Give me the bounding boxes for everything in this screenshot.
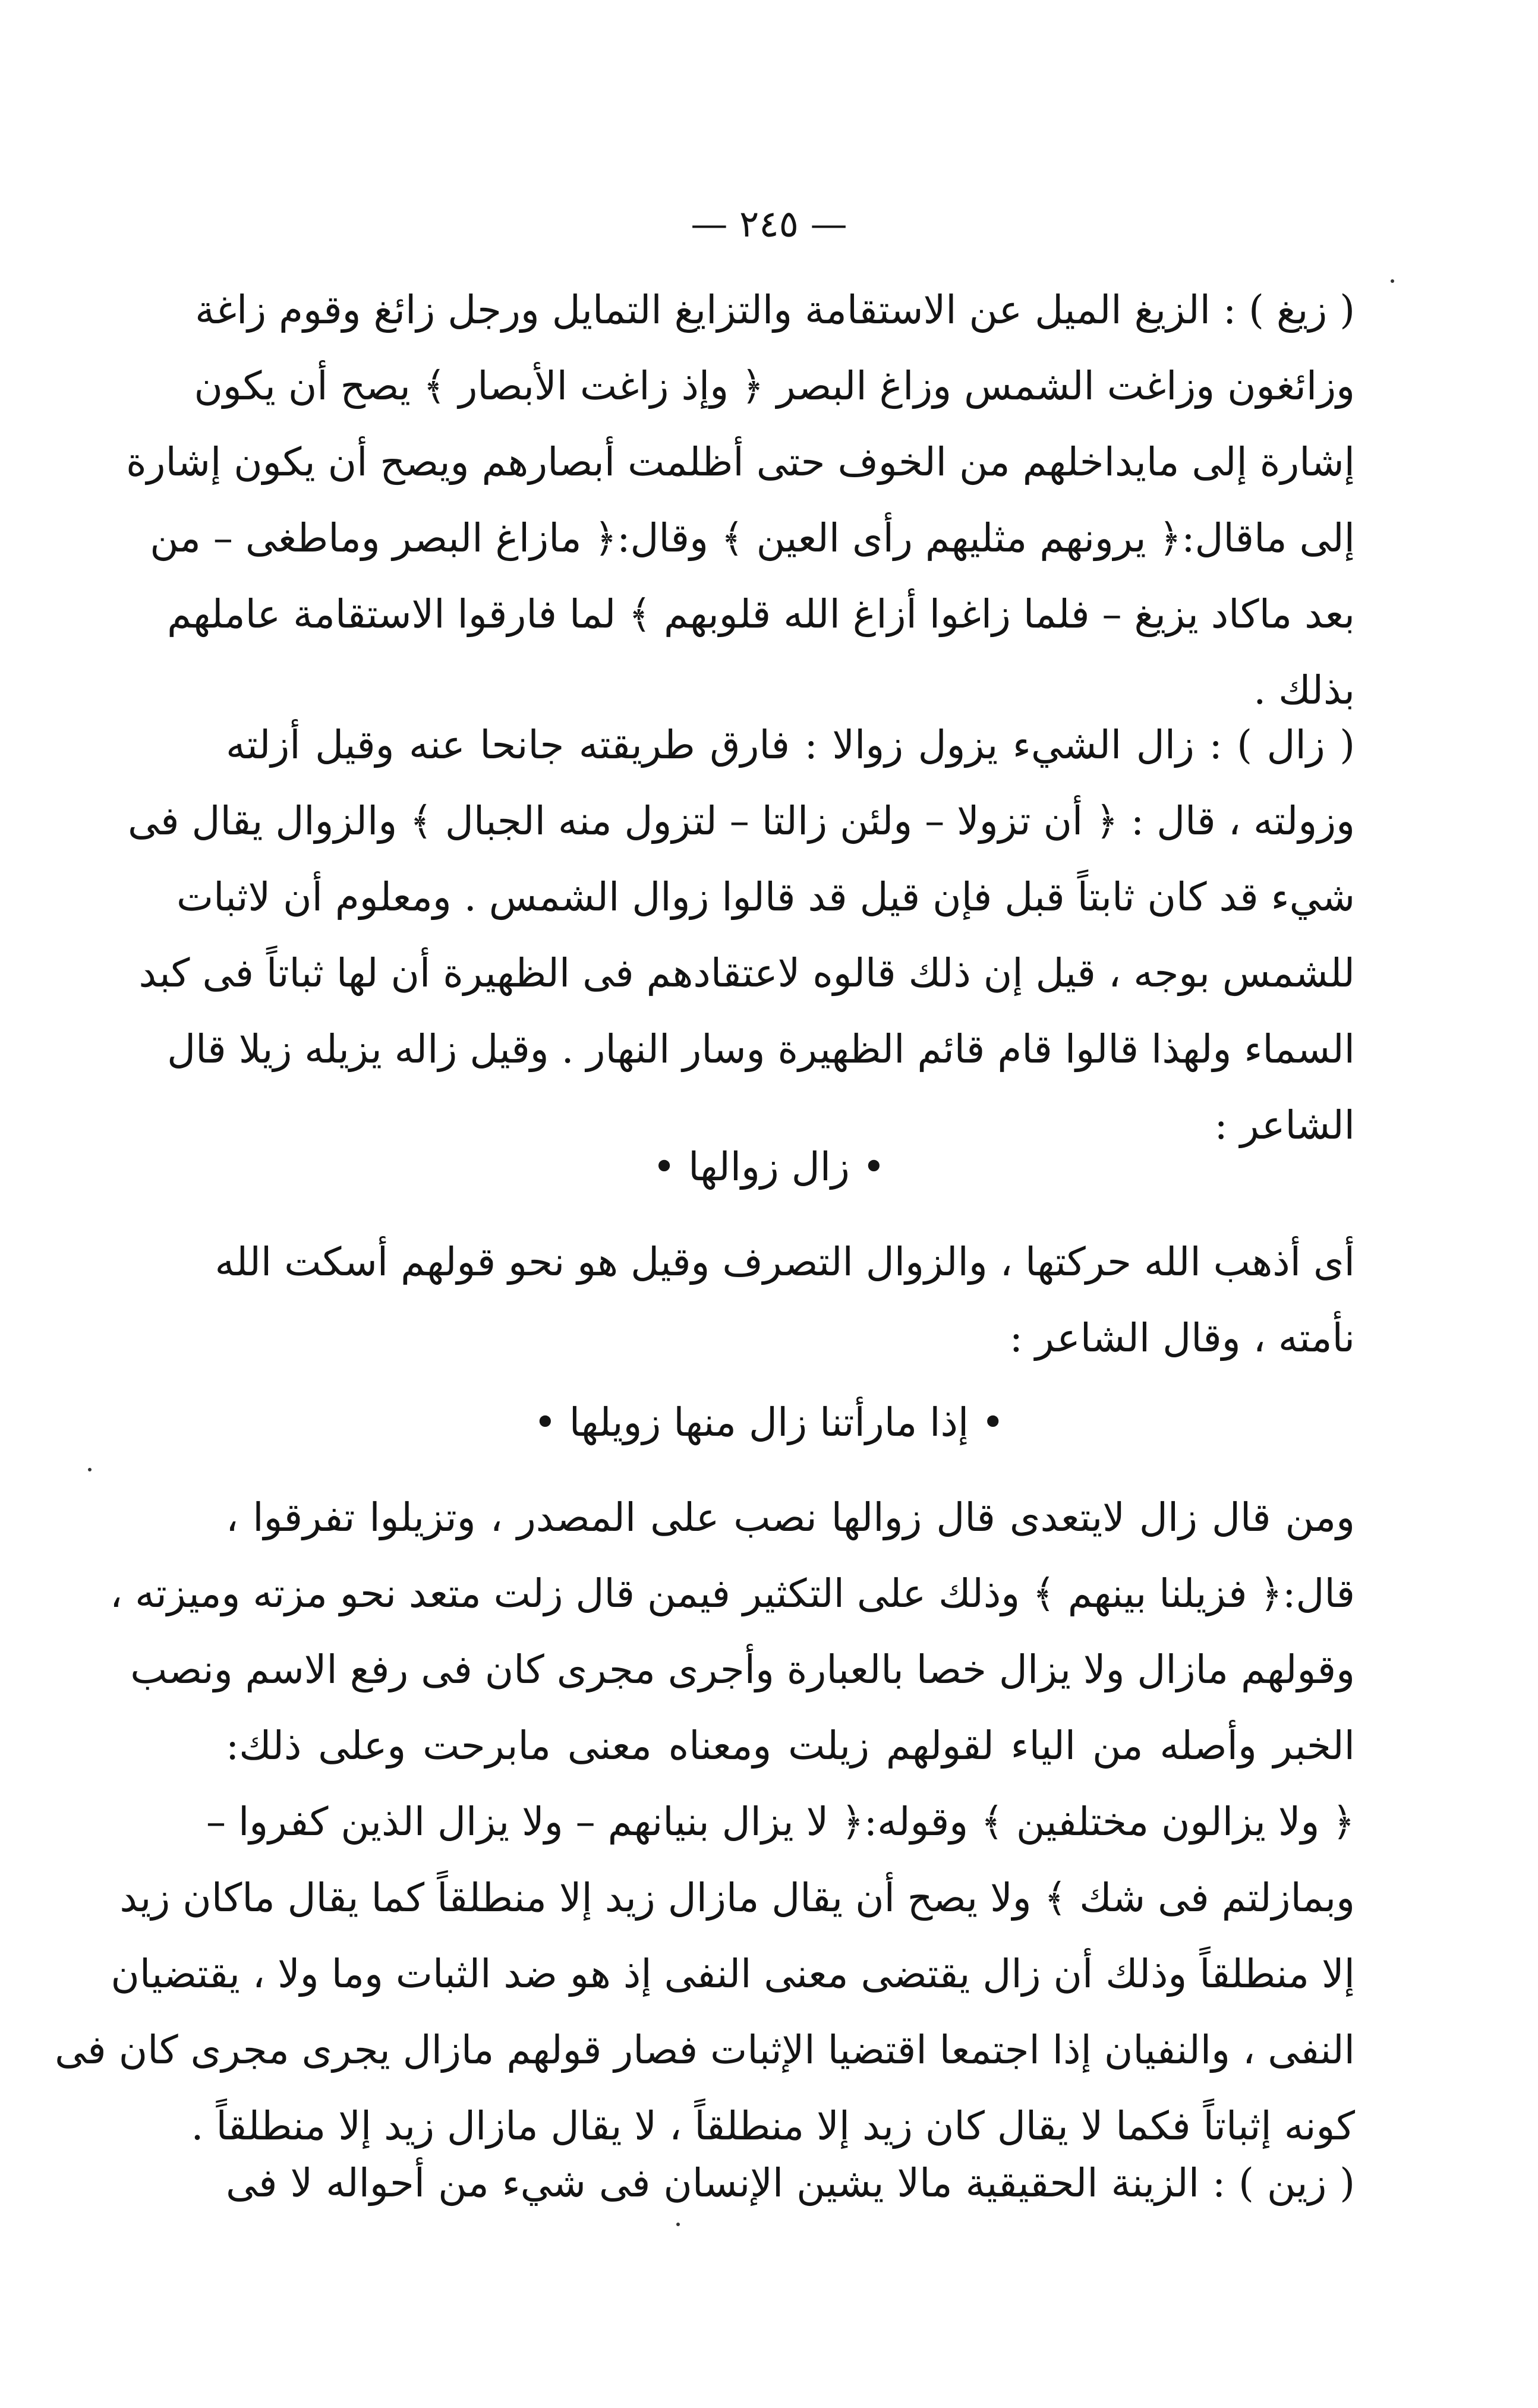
text-line: النفى ، والنفيان إذا اجتمعا اقتضيا الإثبات فصار قولهم مازال يجرى مجرى كان فى [55,2027,1355,2073]
scan-speck [676,2223,680,2226]
text-line: شيء قد كان ثابتاً قبل فإن قيل قد قالوا زوال الشمس . ومعلوم أن لاثبات [176,874,1355,920]
entry-zaal [128,707,1355,1164]
text-line: وزولته ، قال : ﴿ أن تزولا – ولئن زالتا – لتزول منه الجبال ﴾ والزوال يقال فى [128,798,1355,844]
text-line: وقولهم مازال ولا يزال خصا بالعبارة وأجرى مجرى كان فى رفع الاسم ونصب [130,1647,1355,1692]
text-line: ﴿ ولا يزالون مختلفين ﴾ وقوله:﴿ لا يزال بنيانهم – ولا يزال الذين كفروا – [206,1799,1355,1845]
grammar-paragraph [55,1480,1355,2164]
text-line: السماء ولهذا قالوا قام قائم الظهيرة وسار النهار . وقيل زاله يزيله زيلا قال [167,1026,1355,1072]
text-line: إشارة إلى مايداخلهم من الخوف حتى أظلمت أبصارهم ويصح أن يكون إشارة [126,439,1355,485]
text-line: الشاعر : [1214,1102,1355,1148]
text-line: بذلك . [1253,667,1355,713]
text-line: نأمته ، وقال الشاعر : [1009,1315,1355,1361]
scan-speck [88,1468,92,1471]
commentary-paragraph [215,1224,1355,1376]
entry-zayn [226,2145,1355,2221]
text-line: وزائغون وزاغت الشمس وزاغ البصر ﴿ وإذ زاغت الأبصار ﴾ يصح أن يكون [194,363,1355,409]
text-line: الخبر وأصله من الياء لقولهم زيلت ومعناه معنى مابرحت وعلى ذلك: [226,1723,1355,1769]
scan-speck [1391,279,1394,283]
entry-zaygh [126,272,1355,729]
verse-line: • زال زوالها • [653,1144,885,1190]
text-line: ( زال ) : زال الشيء يزول زوالا : فارق طريقته جانحا عنه وقيل أزلته [226,722,1355,768]
page-number: — ٢٤٥ — [691,202,847,245]
text-line: إلى ماقال:﴿ يرونهم مثليهم رأى العين ﴾ وقال:﴿ مازاغ البصر وماطغى – من [150,515,1355,561]
verse-line: • إذا مارأتنا زال منها زويلها • [533,1400,1005,1445]
text-line: للشمس بوجه ، قيل إن ذلك قالوه لاعتقادهم فى الظهيرة أن لها ثباتاً فى كبد [138,950,1355,996]
text-line: وبمازلتم فى شك ﴾ ولا يصح أن يقال مازال زيد إلا منطلقاً كما يقال ماكان زيد [119,1875,1355,1921]
text-line: ( زين ) : الزينة الحقيقية مالا يشين الإنسان فى شيء من أحواله لا فى [226,2160,1355,2206]
text-line: بعد ماكاد يزيغ – فلما زاغوا أزاغ الله قلوبهم ﴾ لما فارقوا الاستقامة عاملهم [167,591,1355,637]
text-line: إلا منطلقاً وذلك أن زال يقتضى معنى النفى إذ هو ضد الثبات وما ولا ، يقتضيان [111,1951,1355,1997]
text-line: ومن قال زال لايتعدى قال زوالها نصب على المصدر ، وتزيلوا تفرقوا ، [226,1495,1355,1540]
text-line: ( زيغ ) : الزيغ الميل عن الاستقامة والتزايغ التمايل ورجل زائغ وقوم زاغة [195,287,1355,333]
text-line: أى أذهب الله حركتها ، والزوال التصرف وقيل هو نحو قولهم أسكت الله [215,1239,1355,1285]
text-line: قال:﴿ فزيلنا بينهم ﴾ وذلك على التكثير فيمن قال زلت متعد نحو مزته وميزته ، [109,1571,1355,1616]
text-line: كونه إثباتاً فكما لا يقال كان زيد إلا منطلقاً ، لا يقال مازال زيد إلا منطلقاً . [191,2103,1355,2149]
